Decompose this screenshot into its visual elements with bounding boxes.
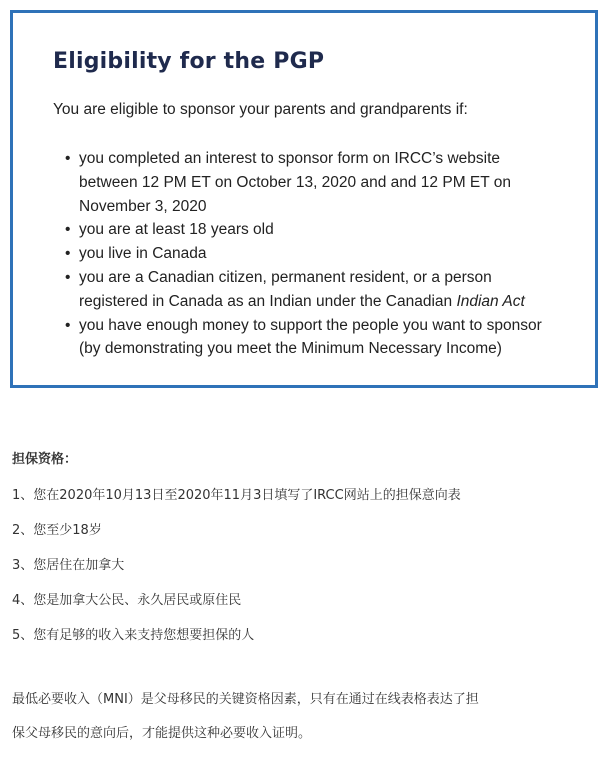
bullet-icon: • xyxy=(65,268,71,286)
paragraph-line: 保父母移民的意向后，才能提供这种必要收入证明。 xyxy=(12,726,312,741)
criteria-line-with-italic xyxy=(79,290,565,314)
criteria-item xyxy=(65,314,565,362)
bullet-icon: • xyxy=(65,150,71,167)
criteria-line: November 3, 2020 xyxy=(79,197,207,215)
bullet-icon: • xyxy=(65,221,71,239)
paragraph-line: 最低必要收入（MNI）是父母移民的关键资格因素，只有在通过在线表格表达了担 xyxy=(12,692,479,707)
criteria-line: you are at least 18 years old xyxy=(79,221,274,239)
eligibility-criteria-list xyxy=(65,147,565,361)
card-intro: You are eligible to sponsor your parents and grandparents if: xyxy=(53,101,468,118)
criteria-line: you are a Canadian citizen, permanent resident, or a person xyxy=(79,268,492,286)
bullet-icon: • xyxy=(65,316,71,334)
card-title: Eligibility for the PGP xyxy=(53,49,325,74)
indian-act-italic: Indian Act xyxy=(456,292,525,310)
criteria-item xyxy=(65,218,565,242)
criteria-line: (by demonstrating you meet the Minimum Necessary Income) xyxy=(79,340,502,358)
criteria-text: registered in Canada as an Indian under the Canadian xyxy=(79,292,457,310)
criteria-item xyxy=(65,147,565,218)
bullet-icon: • xyxy=(65,245,71,263)
criteria-line: you have enough money to support the people you want to sponsor xyxy=(79,316,542,334)
criteria-line: between 12 PM ET on October 13, 2020 and and 12 PM ET on xyxy=(79,173,511,191)
chinese-list-item: 4、您是加拿大公民、永久居民或原住民 xyxy=(12,593,242,608)
eligibility-card xyxy=(10,10,598,388)
criteria-line: you completed an interest to sponsor form on IRCC’s website xyxy=(79,150,500,167)
criteria-line: you live in Canada xyxy=(79,245,207,263)
chinese-list-item: 2、您至少18岁 xyxy=(12,523,102,538)
chinese-list-item: 3、您居住在加拿大 xyxy=(12,558,125,573)
criteria-item xyxy=(65,266,565,314)
criteria-item xyxy=(65,242,565,266)
chinese-paragraph xyxy=(12,683,604,751)
chinese-heading: 担保资格： xyxy=(12,452,78,467)
chinese-list-item: 1、您在2020年10月13日至2020年11月3日填写了IRCC网站上的担保意向表 xyxy=(12,488,461,503)
chinese-list-item: 5、您有足够的收入来支持您想要担保的人 xyxy=(12,628,255,643)
